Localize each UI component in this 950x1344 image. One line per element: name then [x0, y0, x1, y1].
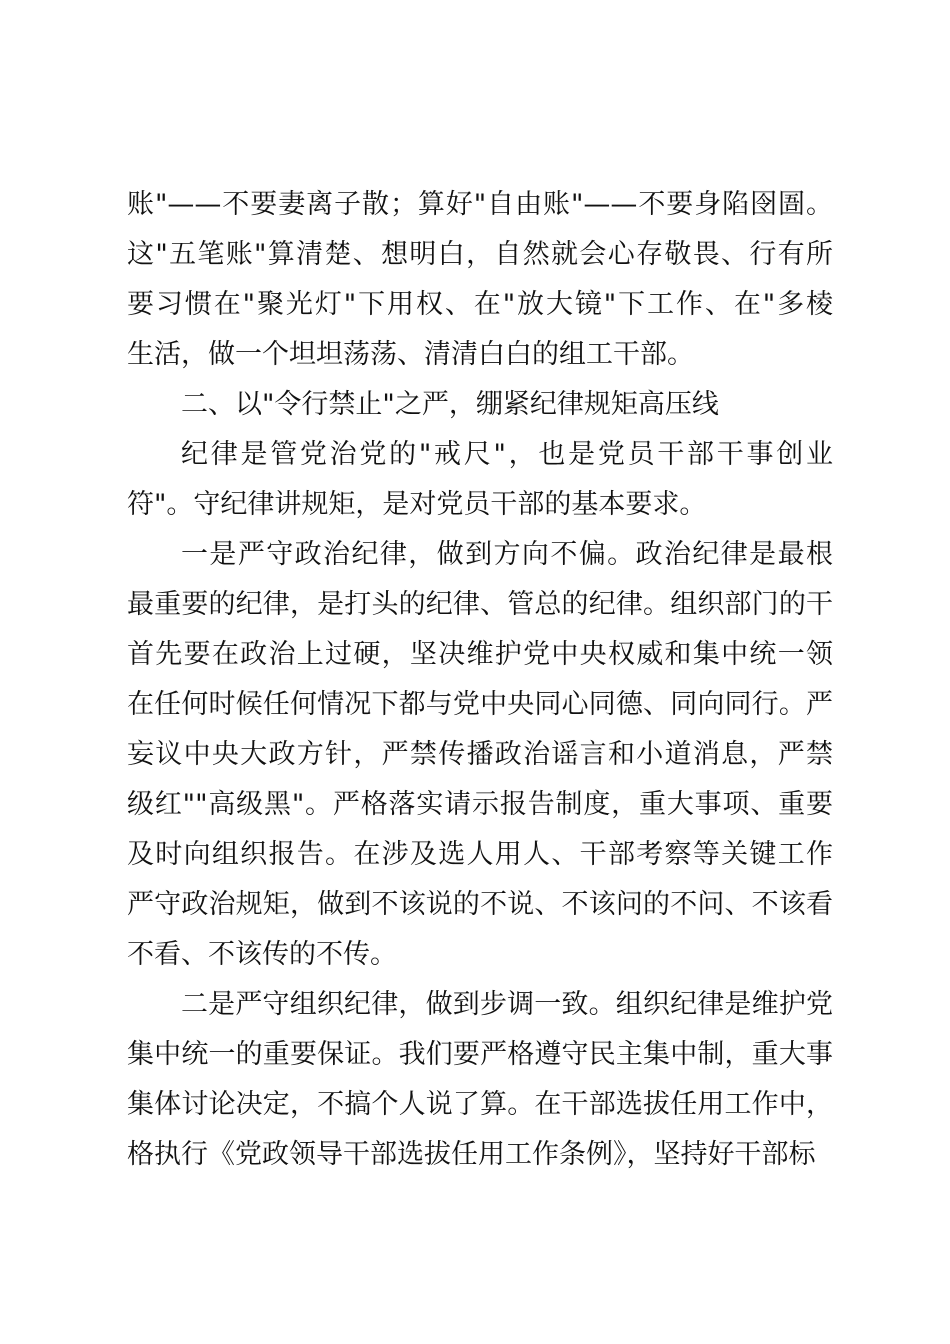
text-line: 及时向组织报告。在涉及选人用人、干部考察等关键工作 [127, 838, 833, 870]
paragraph [127, 180, 833, 380]
text-line: 级红""高级黑"。严格落实请示报告制度，重大事项、重要 [127, 788, 833, 820]
text-line: 在任何时候任何情况下都与党中央同心同德、同向同行。严 [127, 688, 833, 720]
paragraph [127, 530, 833, 980]
text-line: 最重要的纪律，是打头的纪律、管总的纪律。组织部门的干 [127, 588, 833, 620]
text-line: 账"——不要妻离子散；算好"自由账"——不要身陷囹圄。 [127, 189, 833, 220]
text-line: 要习惯在"聚光灯"下用权、在"放大镜"下工作、在"多棱 [127, 289, 833, 320]
text-line: 严守政治规矩，做到不该说的不说、不该问的不问、不该看 [127, 888, 833, 920]
text-line: 首先要在政治上过硬，坚决维护党中央权威和集中统一领 [127, 638, 833, 670]
section-heading [127, 380, 833, 430]
paragraph [127, 980, 833, 1180]
document-body [127, 180, 833, 1179]
text-line: 妄议中央大政方针，严禁传播政治谣言和小道消息，严禁 [127, 738, 833, 770]
text-line: 生活，做一个坦坦荡荡、清清白白的组工干部。 [127, 339, 694, 370]
text-line: 一是严守政治纪律，做到方向不偏。政治纪律是最根 [181, 538, 833, 570]
paragraph [127, 430, 833, 530]
text-line: 格执行《党政领导干部选拔任用工作条例》，坚持好干部标 [127, 1138, 816, 1170]
text-line: 集体讨论决定，不搞个人说了算。在干部选拔任用工作中， [127, 1088, 833, 1120]
text-line: 这"五笔账"算清楚、想明白，自然就会心存敬畏、行有所 [127, 239, 833, 270]
text-line: 二是严守组织纪律，做到步调一致。组织纪律是维护党 [181, 988, 833, 1020]
text-line: 符"。守纪律讲规矩，是对党员干部的基本要求。 [127, 488, 707, 520]
text-line: 集中统一的重要保证。我们要严格遵守民主集中制，重大事 [127, 1038, 833, 1070]
text-line: 不看、不该传的不传。 [127, 938, 397, 970]
text-line: 二、以"令行禁止"之严，绷紧纪律规矩高压线 [181, 388, 719, 420]
text-line: 纪律是管党治党的"戒尺"，也是党员干部干事创业 [181, 438, 833, 470]
